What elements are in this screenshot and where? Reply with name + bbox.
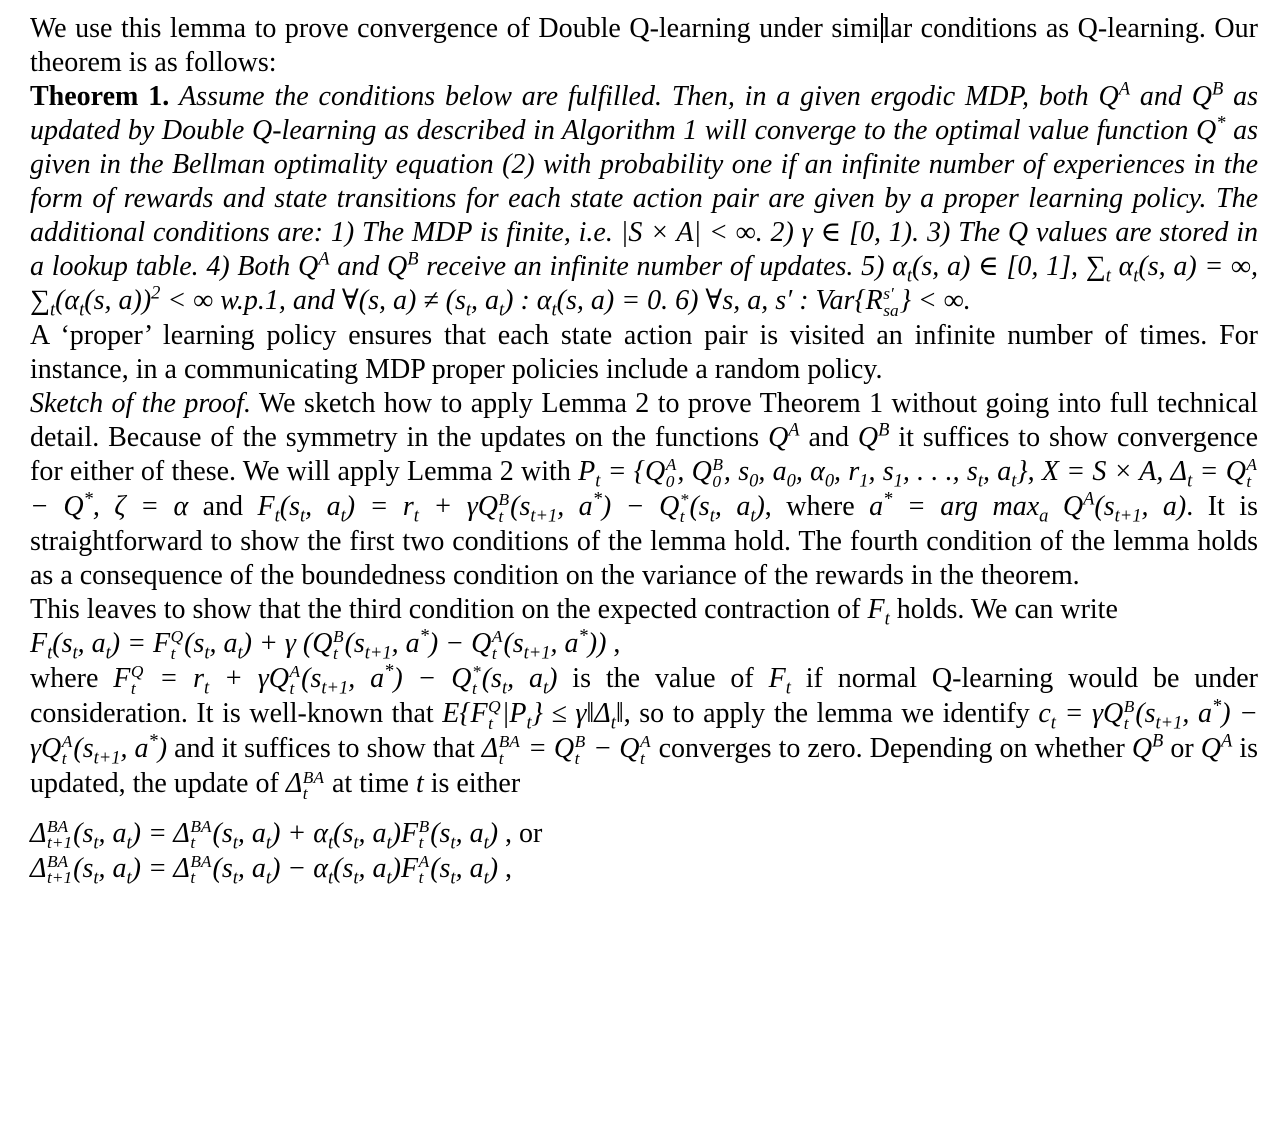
- equation-group-delta-update: [30, 817, 1258, 887]
- paragraph-where-FQ: where F Q t = $r_t + \gamma Q$ A t ($s_{t+1}$, a*) − Q * t ($s_t$, $a_t$) is the value of $F_t$ if normal Q-learning would be under consideration. It is well-known that E{F Q t $|P_t$} ≤ $\gamma‖\Delta_t‖$, so to apply the lemma we identify $c_t = \gamma Q$ B t ($s_{t+1}$, a*) − γQ A t ($s_{t+1}$, a*) and it suffices to show that Δ BA t = Q B t − Q A t converges to zero. Depending on whether $Q^B$ or $Q^A$ is updated, the update of Δ BA t at time t is either: [30, 660, 1259, 804]
- paragraph-intro: We use this lemma to prove convergence of Double Q-learning under simi lar conditions as Q-learning. Our theorem is as follows:: [30, 13, 1258, 78]
- theorem-1: Theorem 1. Assume the conditions below are fulfilled. Then, in a given ergodic MDP, both $Q^A$ and $Q^B$ as updated by Double Q-learning as described in Algorithm 1 will converge to the optimal value function Q* as given in the Bellman optimality equation (2) with probability one if an infinite number of experiences in the form of rewards and state transitions for each state action pair are given by a proper learning policy. The additional conditions are: 1) The MDP is finite, i.e. |S × A| < ∞. 2) γ ∈ [0, 1). 3) The Q values are stored in a lookup table. 4) Both $Q^A$ and $Q^B$ receive an infinite number of updates. 5) $\alpha_t(s$, a) ∈ [0, 1], $\sum_t$ $\alpha_t(s$, a) = ∞, $\sum_t(\alpha_t(s$, a))$^2$ < ∞ w.p.1, and ∀(s, $a) \ne (s_t$, $a_t$) : $\alpha_t(s$, a) = 0. 6) ∀s, a, s′ : Var{R s′ sa } < ∞.: [30, 78, 1259, 320]
- equation-Ft-decomposition: $F_t(s_t$, $a_t) = F$ Q t ($s_t$, $a_t) + \gamma$ (Q B t ($s_{t+1}$, a*) − Q A t ($s_{t+1}$, a*)) ,: [30, 625, 621, 663]
- text-cursor: [881, 13, 883, 43]
- paragraph-proof-sketch: Sketch of the proof. We sketch how to apply Lemma 2 to prove Theorem 1 without going into full technical detail. Because of the symmetry in the updates on the functions $Q^A$ and $Q^B$ it suffices to show convergence for either of these. We will apply Lemma 2 with $P_t = \{Q$ A 0 , Q B 0 , $s_0$, $a_0$, $\alpha_0$, $r_1$, $s_1$, . . ., $s_t$, $a_t$}, X = S × A, $\Delta_t = Q$ A t − Q*, ζ = α and $F_t(s_t$, $a_t) = r_t + \gamma Q$ B t ($s_{t+1}$, a*) − Q * t ($s_t$, $a_t$), where a* = arg $\max_a Q^A(s_{t+1}$, a). It is straightforward to show the first two conditions of the lemma hold. The fourth condition of the lemma holds as a consequence of the boundedness condition on the variance of the rewards in the theorem.: [30, 388, 1259, 592]
- paragraph-proper-policy: A ‘proper’ learning policy ensures that each state action pair is visited an infinite number of times. For instance, in a communicating MDP proper policies include a random policy.: [30, 320, 1258, 386]
- paragraph-third-condition: This leaves to show that the third condition on the expected contraction of $F_t$ holds. We can write: [30, 594, 1118, 629]
- equation-delta-update-subtract: Δ BA t+1 ($s_t$, $a_t) = \Delta$ BA t ($s_t$, $a_t) - \alpha_t(s_t$, $a_t)F$ A t ($s_t$, $a_t$) ,: [30, 851, 513, 888]
- equation-delta-update-add: Δ BA t+1 ($s_t$, $a_t) = \Delta$ BA t ($s_t$, $a_t) + \alpha_t(s_t$, $a_t)F$ B t ($s_t$, $a_t$) , or: [30, 816, 543, 853]
